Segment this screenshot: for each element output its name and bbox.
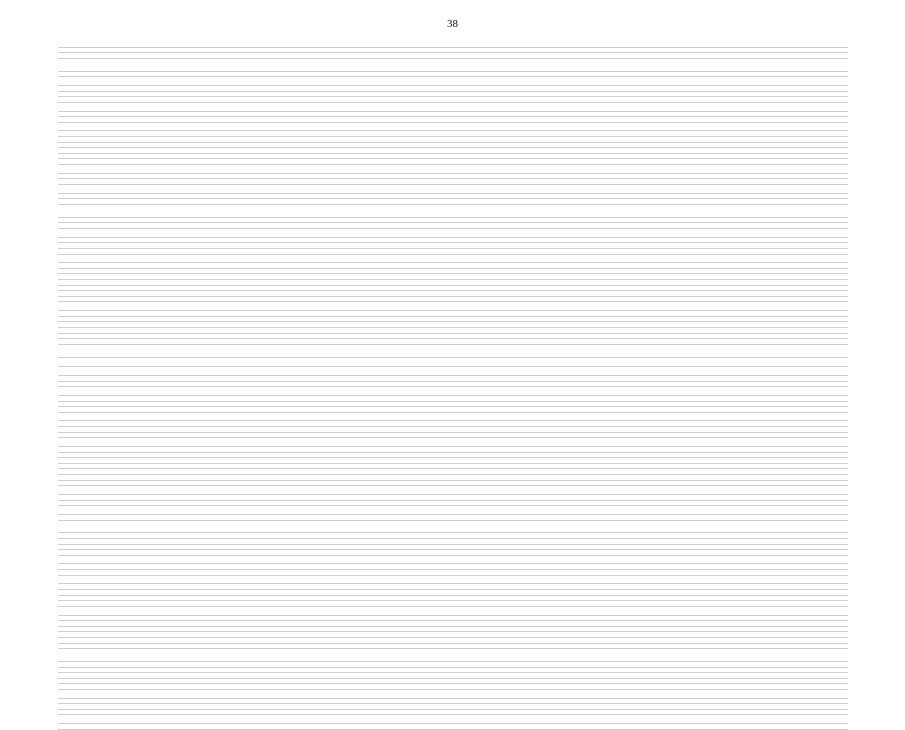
table-row [58,382,848,388]
table-row [58,62,848,72]
table-row [58,407,848,413]
table-row [58,724,848,730]
table-row [58,199,848,205]
table-row [58,348,848,358]
table-row [58,72,848,78]
table-row [58,433,848,439]
table-row [58,684,848,690]
table-row [58,570,848,576]
table-row [58,249,848,255]
table-row [58,644,848,650]
table-row [58,710,848,716]
table-row [58,208,848,218]
data-table [58,42,848,730]
table-row [58,524,848,534]
table-row [58,179,848,185]
table-row [58,501,848,507]
table-row [58,97,848,103]
table-row [58,53,848,59]
table-row [58,159,848,165]
table-row [58,601,848,607]
table-row [58,515,848,521]
table-row [58,339,848,345]
table-row [58,297,848,303]
table-row [58,358,848,368]
table-row [58,550,848,556]
table-row [58,117,848,123]
table-row [58,652,848,662]
page-number: 38 [447,18,458,30]
table-row [58,223,848,229]
table-row [58,481,848,487]
